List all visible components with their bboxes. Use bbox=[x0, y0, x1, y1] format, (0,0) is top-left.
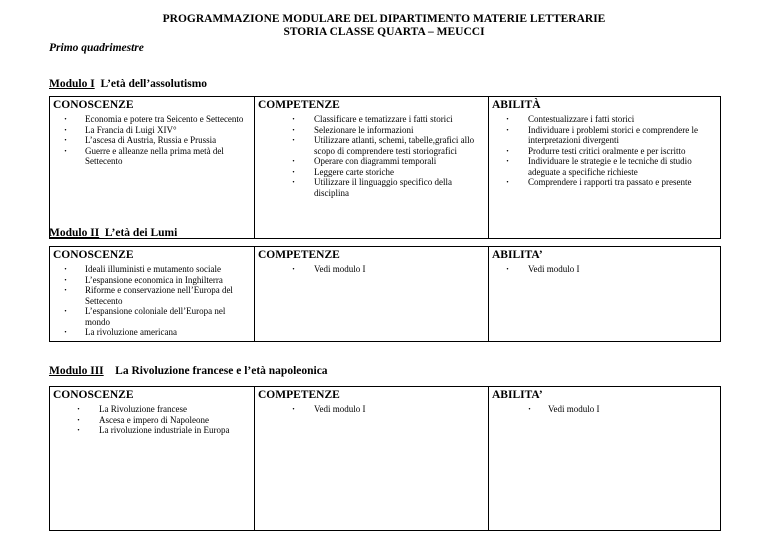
module-2-competenze-cell bbox=[255, 247, 489, 342]
abilita-header: ABILITA’ bbox=[492, 249, 543, 261]
list-item: · L’ascesa di Austria, Russia e Prussia bbox=[53, 135, 251, 146]
conoscenze-list bbox=[53, 404, 251, 436]
list-item: · Vedi modulo I bbox=[258, 404, 485, 415]
list-item: · La Rivoluzione francese bbox=[53, 404, 251, 415]
list-item: · Individuare le strategie e le tecniche di studio adeguate a specifiche richieste bbox=[492, 156, 717, 177]
module-2-conoscenze-cell bbox=[50, 247, 255, 342]
module-2-abilita-cell bbox=[489, 247, 721, 342]
conoscenze-list bbox=[53, 264, 251, 338]
abilita-list bbox=[492, 404, 717, 415]
list-item: · Utilizzare il linguaggio specifico della disciplina bbox=[258, 177, 485, 198]
module-3-heading bbox=[49, 365, 328, 377]
module-3-abilita-cell bbox=[489, 387, 721, 531]
module-2-table bbox=[49, 246, 721, 342]
competenze-list bbox=[258, 264, 485, 275]
list-item: · Economia e potere tra Seicento e Settecento bbox=[53, 114, 251, 125]
competenze-header: COMPETENZE bbox=[258, 249, 340, 261]
list-item: · Individuare i problemi storici e comprendere le interpretazioni divergenti bbox=[492, 125, 717, 146]
module-1-abilita-cell bbox=[489, 97, 721, 239]
list-item: · Selezionare le informazioni bbox=[258, 125, 485, 136]
module-1-conoscenze-cell bbox=[50, 97, 255, 239]
module-2-title: L’età dei Lumi bbox=[104, 227, 178, 239]
list-item: · Classificare e tematizzare i fatti storici bbox=[258, 114, 485, 125]
list-item: · Comprendere i rapporti tra passato e presente bbox=[492, 177, 717, 188]
conoscenze-header: CONOSCENZE bbox=[53, 99, 134, 111]
conoscenze-list bbox=[53, 114, 251, 167]
abilita-header: ABILITA’ bbox=[492, 389, 543, 401]
list-item: · Produrre testi critici oralmente e per iscritto bbox=[492, 146, 717, 157]
module-1-title: L’età dell’assolutismo bbox=[100, 78, 208, 90]
list-item: · L’espansione coloniale dell’Europa nel mondo bbox=[53, 306, 251, 327]
module-1-table bbox=[49, 96, 721, 239]
list-item: · Ideali illuministi e mutamento sociale bbox=[53, 264, 251, 275]
module-2-heading bbox=[49, 227, 177, 239]
document-subtitle: STORIA CLASSE QUARTA – MEUCCI bbox=[283, 26, 485, 38]
abilita-list bbox=[492, 264, 717, 275]
conoscenze-header: CONOSCENZE bbox=[53, 249, 134, 261]
conoscenze-header: CONOSCENZE bbox=[53, 389, 134, 401]
module-1-competenze-cell bbox=[255, 97, 489, 239]
module-2-number: Modulo II bbox=[49, 227, 100, 239]
list-item: · Contestualizzare i fatti storici bbox=[492, 114, 717, 125]
list-item: · Riforme e conservazione nell’Europa del Settecento bbox=[53, 285, 251, 306]
abilita-list bbox=[492, 114, 717, 188]
list-item: · Vedi modulo I bbox=[258, 264, 485, 275]
list-item: · Vedi modulo I bbox=[492, 264, 717, 275]
period-label: Primo quadrimestre bbox=[49, 42, 144, 54]
competenze-header: COMPETENZE bbox=[258, 99, 340, 111]
competenze-header: COMPETENZE bbox=[258, 389, 340, 401]
competenze-list bbox=[258, 114, 485, 198]
module-3-competenze-cell bbox=[255, 387, 489, 531]
module-3-conoscenze-cell bbox=[50, 387, 255, 531]
module-3-number: Modulo III bbox=[49, 365, 104, 377]
module-1-heading bbox=[49, 78, 207, 90]
module-1-number: Modulo I bbox=[49, 78, 95, 90]
list-item: · Vedi modulo I bbox=[492, 404, 717, 415]
list-item: · Utilizzare atlanti, schemi, tabelle,grafici allo scopo di comprendere testi storiografici bbox=[258, 135, 485, 156]
document-title: PROGRAMMAZIONE MODULARE DEL DIPARTIMENTO MATERIE LETTERARIE bbox=[162, 13, 606, 25]
list-item: · Leggere carte storiche bbox=[258, 167, 485, 178]
list-item: · Operare con diagrammi temporali bbox=[258, 156, 485, 167]
list-item: · Ascesa e impero di Napoleone bbox=[53, 415, 251, 426]
list-item: · La rivoluzione americana bbox=[53, 327, 251, 338]
competenze-list bbox=[258, 404, 485, 415]
abilita-header: ABILITÀ bbox=[492, 99, 541, 111]
module-3-title: La Rivoluzione francese e l’età napoleonica bbox=[115, 365, 328, 377]
module-3-table bbox=[49, 386, 721, 531]
list-item: · L’espansione economica in Inghilterra bbox=[53, 275, 251, 286]
list-item: · La Francia di Luigi XIV° bbox=[53, 125, 251, 136]
list-item: · La rivoluzione industriale in Europa bbox=[53, 425, 251, 436]
list-item: · Guerre e alleanze nella prima metà del Settecento bbox=[53, 146, 251, 167]
